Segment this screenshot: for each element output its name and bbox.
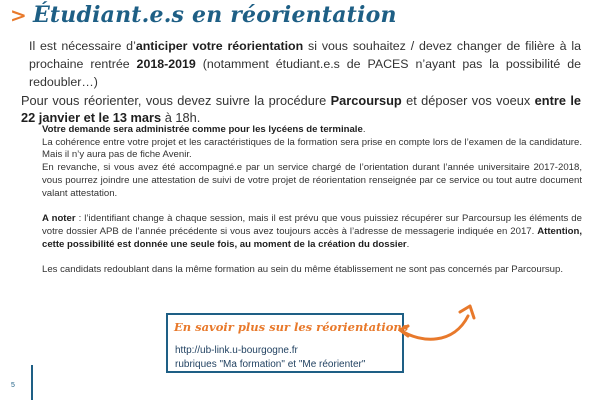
redoublants-paragraph: Les candidats redoublant dans la même formation au sein du même établissement ne sont pas concernés par Parcoursup. — [42, 264, 564, 276]
procedure-text: Pour vous réorienter, vous devez suivre la procédure — [21, 93, 331, 108]
note-paragraph — [42, 213, 582, 251]
info-box-link[interactable]: http://ub-link.u-bourgogne.fr — [175, 345, 298, 356]
procedure-paragraph — [21, 92, 581, 126]
info-box — [166, 313, 409, 373]
procedure-text: à 18h. — [161, 110, 201, 125]
intro-bold: anticiper votre réorientation — [135, 39, 304, 53]
intro-text: Il est nécessaire d’ — [29, 39, 136, 53]
margin-line — [31, 365, 33, 400]
chevron-right-icon: > — [10, 3, 27, 27]
curved-arrow-icon — [396, 300, 486, 350]
procedure-dates: entre le 22 janvier et le 13 mars — [21, 93, 581, 125]
detail-text: . — [362, 124, 366, 135]
note-text: . — [406, 238, 410, 250]
info-box-title: En savoir plus sur les réorientations — [174, 320, 409, 334]
note-warning: Attention, cette possibilité est donnée une seule fois, au moment de la création du dossier — [42, 225, 582, 250]
page-title-text: Étudiant.e.s en réorientation — [32, 2, 397, 28]
detail-line — [42, 124, 582, 137]
intro-paragraph — [29, 37, 581, 91]
intro-year: 2018-2019 — [136, 57, 196, 71]
procedure-text: et déposer vos voeux — [401, 93, 535, 108]
procedure-parcoursup: Parcoursup — [330, 93, 402, 108]
page-number: 5 — [11, 382, 15, 389]
info-box-rubriques: rubriques "Ma formation" et "Me réorienter" — [175, 359, 366, 370]
page-title — [10, 2, 397, 28]
detail-line: En revanche, si vous avez été accompagné.e par un service chargé de l’orientation durant l’année universitaire 2017-2018, vous pourrez joindre une attestation de suivi de votre projet de réorientation renseignée par ce service ou tout autre document valant attestation. — [42, 162, 582, 199]
note-text: : l’identifiant change à chaque session, mais il est prévu que vous puissiez récupérer sur Parcoursup les éléments de votre dossier APB de l’année précédente si vous avez toujours accès à l’adresse de messagerie indiquée en 2017. — [42, 213, 582, 237]
detail-bold: Votre demande sera administrée comme pour les lycéens de terminale — [42, 124, 363, 135]
intro-text: (notamment étudiant.e.s de PACES n’ayant pas la possibilité de redoubler…) — [29, 57, 581, 89]
intro-text: si vous souhaitez / devez changer de filière à la prochaine rentrée — [29, 39, 581, 71]
details-block — [42, 124, 582, 277]
detail-line: La cohérence entre votre projet et les caractéristiques de la formation sera prise en compte lors de l’examen de la candidature. Mais il n’y aura pas de fiche Avenir. — [42, 136, 582, 161]
note-label: A noter — [42, 213, 76, 225]
